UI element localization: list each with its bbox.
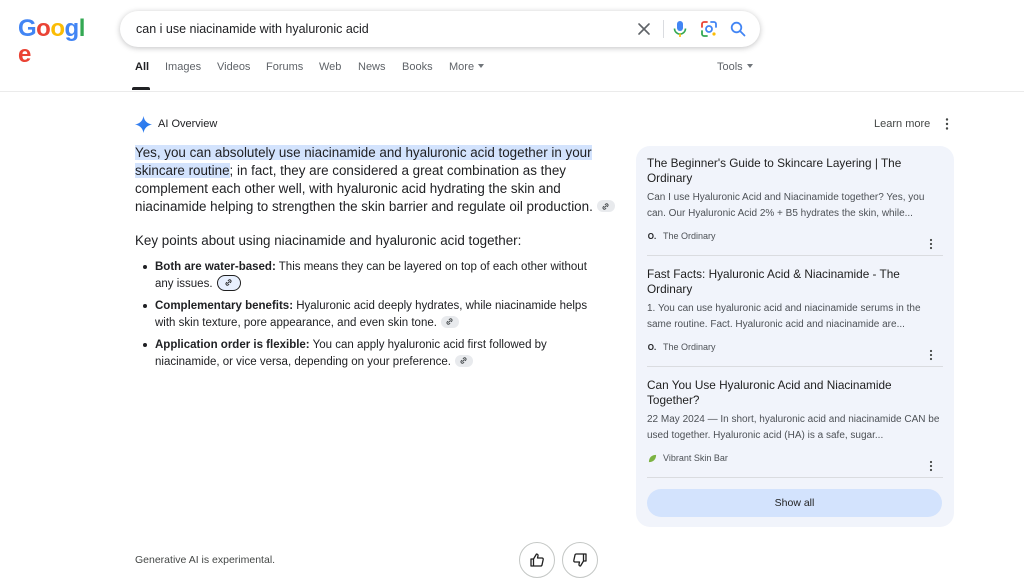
source-snippet: 1. You can use hyaluronic acid and niacinamide serums in the same routine. Fact. Hyaluronic acid and niacinamide are... — [647, 303, 921, 330]
microphone-icon[interactable] — [670, 19, 690, 39]
summary-continuation: ; in fact, they are considered a great combination as they complement each other well, with hyaluronic acid hydrating the skin and niacinamide helping to strengthen the skin barrier and regulate oil production. — [135, 163, 593, 214]
source-site-name: The Ordinary — [663, 231, 716, 241]
google-logo[interactable] — [18, 15, 88, 68]
google-lens-icon[interactable] — [699, 19, 719, 39]
leaf-favicon-icon — [647, 453, 657, 463]
source-card[interactable] — [647, 378, 943, 464]
gemini-sparkle-icon — [135, 116, 152, 133]
thumbs-down-button[interactable] — [562, 542, 598, 578]
divider — [647, 255, 943, 256]
close-icon[interactable] — [634, 19, 654, 39]
logo-letter: o — [50, 15, 65, 42]
divider — [647, 366, 943, 367]
ai-overview-summary — [135, 144, 615, 216]
learn-more-link[interactable]: Learn more — [874, 118, 931, 130]
search-icon[interactable] — [728, 19, 748, 39]
search-input[interactable] — [136, 11, 616, 47]
logo-letter: e — [18, 41, 31, 68]
search-divider — [663, 20, 664, 38]
tab-videos[interactable]: Videos — [217, 61, 251, 73]
key-points-list — [135, 259, 615, 370]
citation-link-icon[interactable] — [217, 275, 241, 291]
citation-link-icon[interactable] — [455, 355, 473, 367]
divider — [647, 477, 943, 478]
tools-label: Tools — [717, 61, 743, 73]
source-card[interactable] — [647, 267, 943, 353]
source-title[interactable]: Fast Facts: Hyaluronic Acid & Niacinamide - The Ordinary — [647, 267, 900, 296]
tab-books[interactable]: Books — [402, 61, 433, 73]
tab-more-label: More — [449, 61, 475, 73]
point-text: You can apply hyaluronic acid first followed by niacinamide, or vice versa, depending on your preference. — [155, 339, 547, 368]
point-label: Both are water-based: — [155, 261, 276, 273]
thumbs-down-icon — [572, 552, 588, 568]
logo-letter: G — [18, 15, 37, 42]
logo-letter: l — [78, 15, 85, 42]
more-options-icon[interactable] — [925, 238, 937, 250]
list-item — [135, 337, 595, 370]
source-meta — [647, 341, 943, 353]
point-label: Application order is flexible: — [155, 339, 310, 352]
point-label: Complementary benefits: — [155, 300, 294, 313]
logo-letter: g — [64, 15, 79, 42]
point-text: Hyaluronic acid deeply hydrates, while niacinamide helps with skin texture, pore appearance, and even skin tone. — [155, 300, 588, 329]
divider — [0, 91, 1024, 92]
tab-web[interactable]: Web — [319, 61, 342, 73]
chevron-down-icon — [747, 64, 753, 68]
highlighted-answer: Yes, you can absolutely use niacinamide and hyaluronic acid together in your skincare routine — [135, 145, 592, 178]
experimental-disclaimer: Generative AI is experimental. — [135, 554, 276, 566]
tab-all[interactable]: All — [135, 61, 150, 73]
ai-overview-body — [135, 144, 615, 376]
key-points-heading: Key points about using niacinamide and hyaluronic acid together: — [135, 233, 522, 248]
source-meta — [647, 230, 943, 242]
tab-images[interactable]: Images — [165, 61, 202, 73]
ai-overview-title: AI Overview — [158, 118, 218, 130]
tab-more[interactable] — [449, 61, 484, 73]
source-title[interactable]: Can You Use Hyaluronic Acid and Niacinamide Together? — [647, 378, 892, 407]
search-tabs — [0, 58, 1024, 92]
active-tab-indicator — [132, 87, 150, 90]
list-item — [135, 259, 595, 292]
source-snippet: Can I use Hyaluronic Acid and Niacinamide together? Yes, you can. Our Hyaluronic Acid 2% + B5 hydrates the skin, while... — [647, 192, 925, 219]
tab-forums[interactable]: Forums — [266, 61, 304, 73]
more-options-icon[interactable] — [925, 349, 937, 361]
search-box[interactable] — [120, 11, 760, 47]
source-card[interactable] — [647, 156, 943, 242]
sources-panel — [636, 146, 954, 527]
thumbs-up-icon — [529, 552, 545, 568]
thumbs-up-button[interactable] — [519, 542, 555, 578]
the-ordinary-favicon-icon: O. — [647, 342, 657, 352]
source-site-name: Vibrant Skin Bar — [663, 453, 728, 463]
citation-link-icon[interactable] — [441, 316, 459, 328]
more-options-icon[interactable] — [925, 460, 937, 472]
ai-overview-header — [135, 115, 217, 133]
tab-news[interactable]: News — [358, 61, 386, 73]
chevron-down-icon — [478, 64, 484, 68]
source-meta — [647, 452, 943, 464]
the-ordinary-favicon-icon: O. — [647, 231, 657, 241]
source-title[interactable]: The Beginner's Guide to Skincare Layering | The Ordinary — [647, 156, 902, 185]
citation-link-icon[interactable] — [597, 200, 615, 212]
logo-letter: o — [36, 15, 51, 42]
more-options-icon[interactable] — [940, 117, 954, 131]
tools-button[interactable] — [717, 61, 753, 73]
source-snippet: 22 May 2024 — In short, hyaluronic acid and niacinamide CAN be used together. Hyaluronic acid (HA) is a safe, sugar... — [647, 414, 940, 441]
show-all-button[interactable]: Show all — [647, 489, 942, 517]
list-item — [135, 298, 595, 331]
source-site-name: The Ordinary — [663, 342, 716, 352]
point-text: This means they can be layered on top of each other without any issues. — [155, 261, 587, 290]
